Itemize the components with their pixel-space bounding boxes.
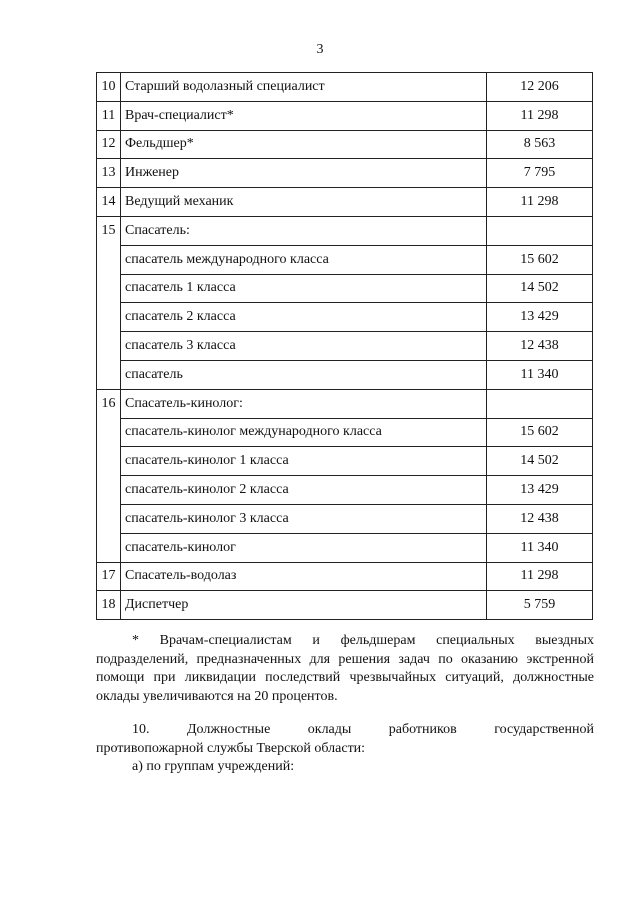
section-line: противопожарной службы Тверской области: [96, 740, 366, 756]
table-row [97, 476, 593, 505]
position-name: спасатель-кинолог 1 класса [121, 447, 487, 476]
table-row [97, 188, 593, 217]
position-name: спасатель 2 класса [121, 303, 487, 332]
row-number-empty [97, 303, 121, 332]
position-name: Ведущий механик [121, 188, 487, 217]
salary-value-empty [487, 389, 593, 418]
salary-value: 14 502 [487, 274, 593, 303]
salary-value: 8 563 [487, 130, 593, 159]
salary-value-empty [487, 216, 593, 245]
position-name: спасатель-кинолог 3 класса [121, 504, 487, 533]
salary-value: 14 502 [487, 447, 593, 476]
position-name: спасатель [121, 360, 487, 389]
position-name: Диспетчер [121, 591, 487, 620]
salary-value: 15 602 [487, 245, 593, 274]
footnote-line: * Врачам-специалистам и фельдшерам специальных выездных [132, 633, 594, 648]
salary-table [96, 72, 593, 620]
table-row [97, 130, 593, 159]
row-number-empty [97, 447, 121, 476]
position-name: спасатель-кинолог международного класса [121, 418, 487, 447]
table-row [97, 447, 593, 476]
table-row [97, 562, 593, 591]
salary-value: 15 602 [487, 418, 593, 447]
position-name: Фельдшер* [121, 130, 487, 159]
footnote-line: оклады увеличиваются на 20 процентов. [96, 688, 338, 704]
row-number-empty [97, 332, 121, 361]
row-number: 10 [97, 73, 121, 102]
page-number: 3 [316, 42, 324, 57]
table-row [97, 101, 593, 130]
table-row [97, 360, 593, 389]
section-line: а) по группам учреждений: [132, 759, 295, 775]
salary-value: 12 438 [487, 504, 593, 533]
position-name: спасатель 1 класса [121, 274, 487, 303]
table-row [97, 245, 593, 274]
table-row [97, 533, 593, 562]
position-name: Спасатель-водолаз [121, 562, 487, 591]
row-number: 11 [97, 101, 121, 130]
salary-value: 12 206 [487, 73, 593, 102]
table-row [97, 418, 593, 447]
row-number: 17 [97, 562, 121, 591]
footnote-line: помощи при ликвидации последствий чрезвычайных ситуаций, должностные [96, 670, 594, 686]
salary-value: 13 429 [487, 476, 593, 505]
table-row [97, 332, 593, 361]
table-row [97, 591, 593, 620]
table-row [97, 274, 593, 303]
position-name: спасатель международного класса [121, 245, 487, 274]
row-number-empty [97, 418, 121, 447]
row-number: 18 [97, 591, 121, 620]
salary-value: 11 298 [487, 188, 593, 217]
group-title: Спасатель-кинолог: [121, 389, 487, 418]
table-row [97, 73, 593, 102]
salary-value: 12 438 [487, 332, 593, 361]
footnote-line: подразделений, предназначенных для решения задач по оказанию экстренной [96, 651, 594, 667]
position-name: Инженер [121, 159, 487, 188]
row-number-empty [97, 533, 121, 562]
position-name: спасатель-кинолог [121, 533, 487, 562]
salary-value: 11 340 [487, 360, 593, 389]
section-line: 10. Должностные оклады работников государственной [132, 722, 594, 737]
salary-value: 7 795 [487, 159, 593, 188]
row-number: 16 [97, 389, 121, 418]
salary-value: 5 759 [487, 591, 593, 620]
section-10 [96, 721, 594, 777]
table-row [97, 159, 593, 188]
row-number-empty [97, 245, 121, 274]
row-number: 15 [97, 216, 121, 245]
footnote [96, 632, 594, 706]
row-number-empty [97, 360, 121, 389]
row-number-empty [97, 274, 121, 303]
salary-value: 11 298 [487, 562, 593, 591]
row-number: 12 [97, 130, 121, 159]
row-number: 14 [97, 188, 121, 217]
row-number-empty [97, 504, 121, 533]
row-number: 13 [97, 159, 121, 188]
position-name: Старший водолазный специалист [121, 73, 487, 102]
position-name: спасатель-кинолог 2 класса [121, 476, 487, 505]
table-group-header [97, 216, 593, 245]
salary-value: 11 340 [487, 533, 593, 562]
table-group-header [97, 389, 593, 418]
salary-value: 13 429 [487, 303, 593, 332]
position-name: спасатель 3 класса [121, 332, 487, 361]
row-number-empty [97, 476, 121, 505]
position-name: Врач-специалист* [121, 101, 487, 130]
group-title: Спасатель: [121, 216, 487, 245]
salary-value: 11 298 [487, 101, 593, 130]
table-row [97, 504, 593, 533]
table-row [97, 303, 593, 332]
